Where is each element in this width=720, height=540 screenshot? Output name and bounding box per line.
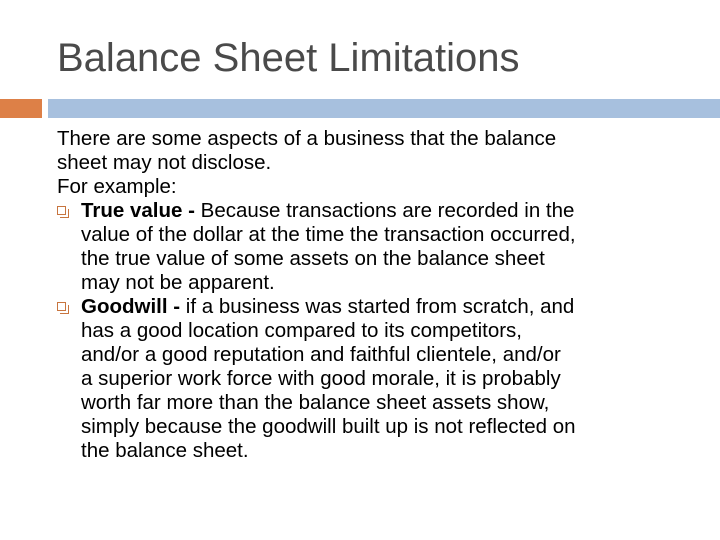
slide-body — [57, 127, 697, 463]
slide-title: Balance Sheet Limitations — [57, 36, 520, 80]
intro-line-1: There are some aspects of a business that the balance — [57, 127, 557, 150]
bullet-item-goodwill — [57, 295, 697, 463]
title-divider-bar — [48, 99, 720, 118]
bullet-content — [81, 295, 697, 463]
intro-line-2: sheet may not disclose. — [57, 151, 272, 174]
bullet-term: True value - — [81, 199, 195, 222]
bullet-text: if a business was started from scratch, and has a good location compared to its competitors, and/or a good reputation and faithful clientele, and/or a superior work force with good morale, it is probably worth far more than the balance sheet assets show, simply because the goodwill built up is not reflected on the balance sheet. — [81, 295, 576, 462]
bullet-text: Because transactions are recorded in the value of the dollar at the time the transaction occurred, the true value of some assets on the balance sheet may not be apparent. — [81, 199, 576, 294]
bullet-content — [81, 199, 697, 295]
title-divider-accent — [0, 99, 42, 118]
bullet-item-true-value — [57, 199, 697, 295]
bullet-term: Goodwill - — [81, 295, 181, 318]
square-bullet-icon — [57, 302, 66, 311]
for-example-label: For example: — [57, 175, 177, 198]
square-bullet-icon — [57, 206, 66, 215]
